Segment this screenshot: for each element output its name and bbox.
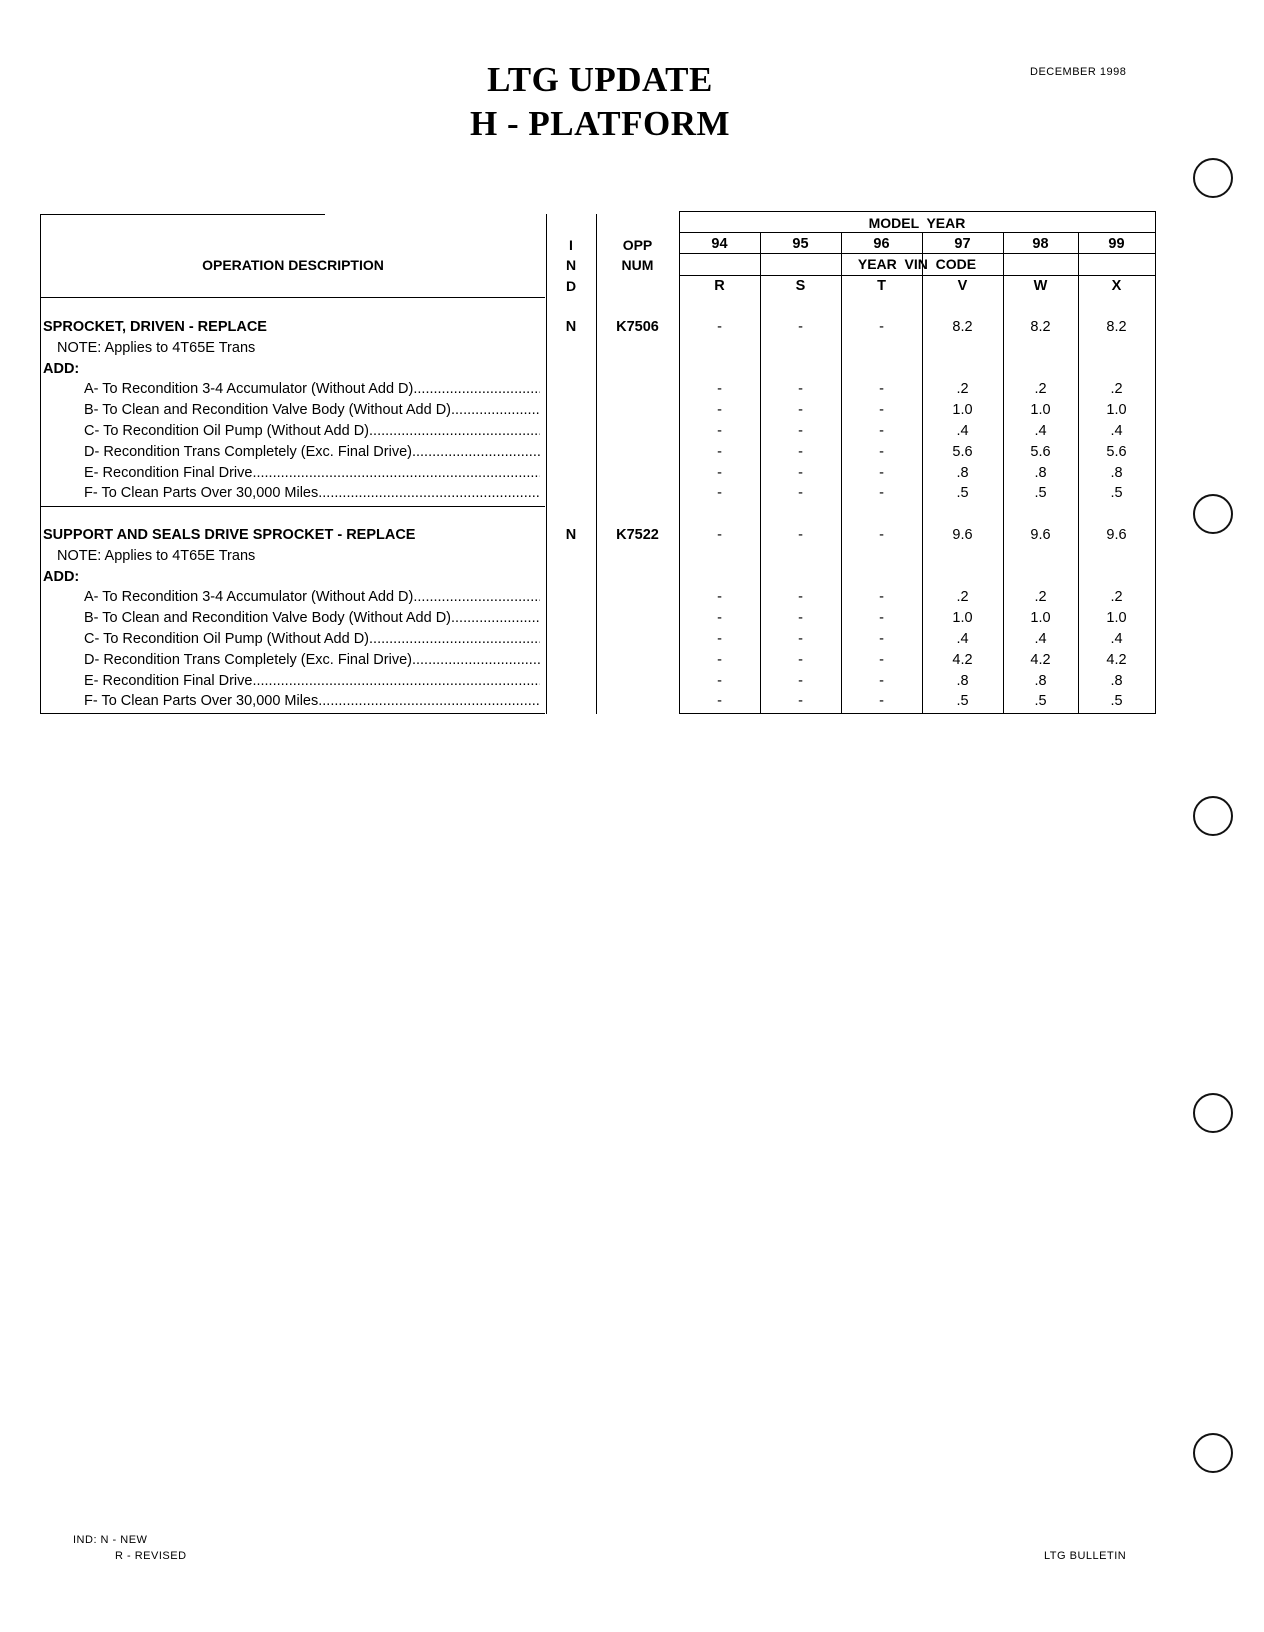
add-operation-label	[84, 444, 540, 460]
add-labor-time-value: -	[717, 651, 722, 668]
add-labor-time-value: .2	[956, 381, 969, 398]
add-labor-time-value: -	[798, 381, 803, 398]
add-labor-time-value: -	[798, 693, 803, 710]
punch-hole-icon	[1193, 1433, 1233, 1473]
rule	[679, 232, 1155, 233]
title-line-2: H - PLATFORM	[469, 104, 731, 143]
add-labor-time-value: 1.0	[952, 402, 973, 419]
add-labor-time-value: .5	[956, 485, 969, 502]
add-labor-time-value: .4	[956, 631, 969, 647]
add-labor-time-value: -	[879, 381, 884, 398]
add-labor-time-value: .8	[956, 672, 969, 689]
add-labor-time-value: .5	[1110, 485, 1123, 502]
add-labor-time-value: -	[717, 693, 722, 710]
add-labor-time-value: 5.6	[952, 443, 973, 460]
year-vin-code-header: YEAR VIN CODE	[857, 256, 977, 272]
add-operation-label	[84, 423, 540, 439]
add-labor-time-value: .2	[1034, 381, 1047, 398]
labor-time-value: 8.2	[1106, 319, 1127, 335]
add-operation-text: C- To Recondition Oil Pump (Without Add D)	[84, 423, 370, 439]
model-year-cell: 94	[711, 236, 728, 252]
add-labor-time-value: 5.6	[1106, 443, 1127, 460]
add-labor-time-value: 1.0	[1106, 402, 1127, 419]
rule	[40, 297, 545, 298]
model-year-cell: 98	[1032, 236, 1049, 252]
rule	[679, 275, 1155, 276]
add-labor-time-value: -	[798, 672, 803, 689]
add-labor-time-value: -	[798, 443, 803, 460]
ind-code: N	[565, 527, 577, 543]
add-operation-label	[84, 673, 540, 689]
add-labor-time-value: -	[879, 589, 884, 606]
add-labor-time-value: -	[879, 485, 884, 502]
add-labor-time-value: 1.0	[1106, 610, 1127, 627]
add-operation-label	[84, 465, 540, 481]
add-labor-time-value: -	[879, 651, 884, 668]
add-labor-time-value: .8	[956, 464, 969, 481]
vin-code-cell: X	[1111, 278, 1122, 294]
add-labor-time-value: .8	[1034, 464, 1047, 481]
operation-description-header: OPERATION DESCRIPTION	[202, 257, 384, 273]
labor-time-value: -	[879, 527, 884, 543]
rule	[1155, 211, 1156, 714]
ind-header-letter: I	[569, 237, 573, 253]
add-label: ADD:	[43, 360, 80, 377]
add-operation-label	[84, 652, 540, 668]
labor-time-value: 9.6	[1106, 527, 1127, 543]
add-labor-time-value: -	[798, 631, 803, 647]
rule	[596, 214, 597, 714]
add-operation-label	[84, 693, 540, 709]
labor-time-value: 9.6	[952, 527, 973, 543]
labor-time-value: -	[798, 527, 803, 543]
punch-hole-icon	[1193, 1093, 1233, 1133]
add-labor-time-value: -	[879, 423, 884, 439]
add-labor-time-value: -	[798, 485, 803, 502]
operation-note: NOTE: Applies to 4T65E Trans	[57, 547, 256, 564]
add-labor-time-value: .2	[1110, 381, 1123, 398]
model-year-cell: 96	[873, 236, 890, 252]
add-operation-text: A- To Recondition 3-4 Accumulator (Without Add D)	[84, 381, 414, 398]
add-labor-time-value: -	[879, 672, 884, 689]
add-operation-text: A- To Recondition 3-4 Accumulator (Without Add D)	[84, 589, 414, 606]
add-labor-time-value: .5	[1034, 485, 1047, 502]
add-labor-time-value: -	[717, 464, 722, 481]
labor-time-value: -	[717, 527, 722, 543]
add-labor-time-value: 5.6	[1030, 443, 1051, 460]
opp-number: K7522	[616, 527, 659, 543]
add-operation-label	[84, 610, 540, 626]
document-date: DECEMBER 1998	[1030, 66, 1127, 78]
add-operation-text: F- To Clean Parts Over 30,000 Miles	[84, 485, 319, 502]
add-labor-time-value: .8	[1034, 672, 1047, 689]
ind-header-letter: D	[565, 278, 577, 294]
add-labor-time-value: .4	[956, 423, 969, 439]
add-labor-time-value: .4	[1110, 423, 1123, 439]
add-labor-time-value: .2	[956, 589, 969, 606]
vin-code-cell: W	[1033, 278, 1048, 294]
operation-title: SPROCKET, DRIVEN - REPLACE	[43, 319, 267, 335]
add-labor-time-value: -	[879, 464, 884, 481]
add-labor-time-value: .2	[1034, 589, 1047, 606]
add-labor-time-value: 1.0	[1030, 610, 1051, 627]
add-operation-text: E- Recondition Final Drive	[84, 672, 253, 689]
rule	[40, 506, 545, 507]
add-labor-time-value: -	[798, 464, 803, 481]
add-labor-time-value: -	[879, 443, 884, 460]
add-labor-time-value: .8	[1110, 464, 1123, 481]
rule	[40, 214, 41, 714]
add-labor-time-value: .5	[956, 693, 969, 710]
add-labor-time-value: .4	[1110, 631, 1123, 647]
add-labor-time-value: -	[717, 402, 722, 419]
add-labor-time-value: -	[879, 631, 884, 647]
add-operation-label	[84, 485, 540, 501]
vin-code-cell: V	[957, 278, 968, 294]
add-labor-time-value: -	[798, 402, 803, 419]
add-labor-time-value: 4.2	[1030, 651, 1051, 668]
add-labor-time-value: 4.2	[952, 651, 973, 668]
punch-hole-icon	[1193, 158, 1233, 198]
add-label: ADD:	[43, 568, 80, 585]
labor-time-value: -	[879, 319, 884, 335]
model-year-cell: 95	[792, 236, 809, 252]
add-labor-time-value: .5	[1110, 693, 1123, 710]
operation-note: NOTE: Applies to 4T65E Trans	[57, 339, 256, 356]
ind-header-letter: N	[565, 257, 577, 273]
add-operation-text: D- Recondition Trans Completely (Exc. Final Drive)	[84, 651, 412, 668]
labor-time-value: -	[798, 319, 803, 335]
operation-title: SUPPORT AND SEALS DRIVE SPROCKET - REPLACE	[43, 527, 416, 543]
add-labor-time-value: .4	[1034, 631, 1047, 647]
bulletin-label: LTG BULLETIN	[1044, 1550, 1127, 1562]
rule	[679, 211, 1155, 212]
add-labor-time-value: -	[879, 693, 884, 710]
opp-number: K7506	[616, 319, 659, 335]
ind-legend-revised: R - REVISED	[115, 1550, 187, 1562]
ind-code: N	[565, 319, 577, 335]
rule	[40, 713, 545, 714]
add-operation-text: E- Recondition Final Drive	[84, 464, 253, 481]
add-labor-time-value: -	[798, 651, 803, 668]
ind-legend-new: IND: N - NEW	[73, 1534, 148, 1546]
add-labor-time-value: -	[879, 610, 884, 627]
add-operation-text: B- To Clean and Recondition Valve Body (Without Add D)	[84, 402, 451, 419]
model-year-cell: 99	[1108, 236, 1125, 252]
model-year-header: MODEL YEAR	[868, 215, 966, 231]
add-labor-time-value: -	[717, 631, 722, 647]
add-labor-time-value: -	[717, 485, 722, 502]
model-year-cell: 97	[954, 236, 971, 252]
rule	[679, 253, 1155, 254]
vin-code-cell: R	[714, 278, 725, 294]
num-header: NUM	[621, 257, 654, 273]
add-operation-text: D- Recondition Trans Completely (Exc. Final Drive)	[84, 443, 412, 460]
add-operation-text: C- To Recondition Oil Pump (Without Add D)	[84, 631, 370, 647]
opp-header: OPP	[622, 237, 653, 253]
add-labor-time-value: .4	[1034, 423, 1047, 439]
add-labor-time-value: -	[717, 423, 722, 439]
rule	[679, 713, 1155, 714]
add-operation-text: B- To Clean and Recondition Valve Body (Without Add D)	[84, 610, 451, 627]
punch-hole-icon	[1193, 494, 1233, 534]
add-labor-time-value: 1.0	[1030, 402, 1051, 419]
add-labor-time-value: -	[798, 423, 803, 439]
labor-time-value: 9.6	[1030, 527, 1051, 543]
rule	[40, 214, 325, 215]
add-operation-label	[84, 589, 540, 605]
add-labor-time-value: .8	[1110, 672, 1123, 689]
punch-hole-icon	[1193, 796, 1233, 836]
add-labor-time-value: -	[717, 443, 722, 460]
add-labor-time-value: .2	[1110, 589, 1123, 606]
vin-code-cell: S	[795, 278, 806, 294]
add-labor-time-value: 4.2	[1106, 651, 1127, 668]
add-labor-time-value: -	[717, 589, 722, 606]
add-labor-time-value: -	[879, 402, 884, 419]
add-labor-time-value: -	[717, 610, 722, 627]
title-line-1: LTG UPDATE	[487, 60, 713, 99]
labor-time-value: 8.2	[1030, 319, 1051, 335]
add-operation-label	[84, 631, 540, 647]
add-labor-time-value: -	[798, 589, 803, 606]
add-labor-time-value: -	[798, 610, 803, 627]
labor-time-value: 8.2	[952, 319, 973, 335]
add-operation-label	[84, 381, 540, 397]
add-labor-time-value: 1.0	[952, 610, 973, 627]
add-labor-time-value: -	[717, 381, 722, 398]
add-labor-time-value: -	[717, 672, 722, 689]
add-operation-text: F- To Clean Parts Over 30,000 Miles	[84, 693, 319, 710]
labor-time-value: -	[717, 319, 722, 335]
add-operation-label	[84, 402, 540, 418]
add-labor-time-value: .5	[1034, 693, 1047, 710]
vin-code-cell: T	[877, 278, 886, 294]
